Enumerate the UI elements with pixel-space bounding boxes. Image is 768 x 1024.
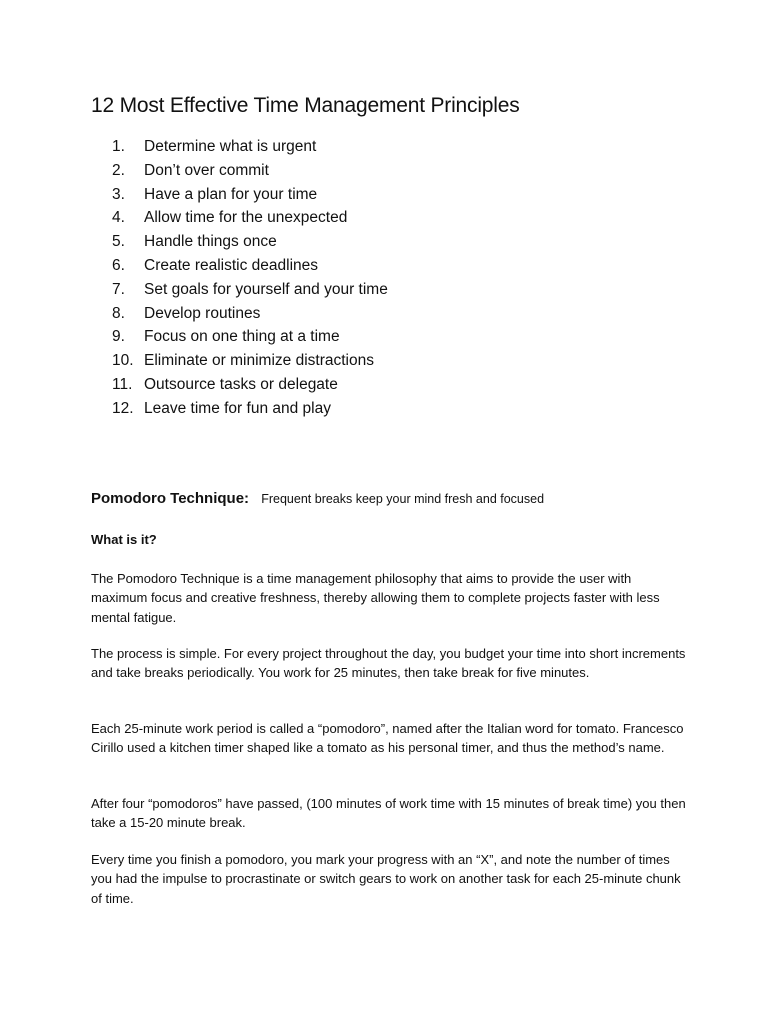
list-item-number: 6. xyxy=(112,256,125,274)
list-item-number: 8. xyxy=(112,304,125,322)
paragraph-long-break: After four “pomodoros” have passed, (100 minutes of work time with 15 minutes of break time) you then take a 15-20 minute break. xyxy=(91,796,686,831)
list-item-text: Set goals for yourself and your time xyxy=(144,280,388,298)
list-item xyxy=(0,325,768,349)
list-item-number: 9. xyxy=(112,328,125,346)
list-item-text: Create realistic deadlines xyxy=(144,256,319,274)
page-title: 12 Most Effective Time Management Principles xyxy=(91,94,520,117)
list-item-text: Develop routines xyxy=(144,304,261,322)
list-item-number: 11. xyxy=(112,375,133,393)
list-item xyxy=(0,159,768,183)
list-item-text: Leave time for fun and play xyxy=(144,399,331,417)
list-item xyxy=(0,254,768,278)
list-item-text: Allow time for the unexpected xyxy=(144,209,348,227)
list-item xyxy=(0,135,768,159)
list-item-number: 1. xyxy=(112,138,125,155)
list-item-number: 2. xyxy=(112,161,125,179)
list-item-text: Handle things once xyxy=(144,233,277,251)
list-item xyxy=(0,397,768,421)
list-item-text: Determine what is urgent xyxy=(144,138,317,155)
pomodoro-heading-label: Pomodoro Technique: xyxy=(91,490,250,507)
list-item xyxy=(0,349,768,373)
list-item-number: 7. xyxy=(112,280,125,298)
pomodoro-heading xyxy=(91,490,544,507)
list-item-text: Outsource tasks or delegate xyxy=(144,375,338,393)
list-item xyxy=(0,302,768,326)
list-item-number: 4. xyxy=(112,209,125,227)
what-is-it-heading: What is it? xyxy=(91,532,157,547)
list-item-number: 10. xyxy=(112,352,134,370)
list-item-text: Don’t over commit xyxy=(144,161,269,179)
paragraph-overview: The Pomodoro Technique is a time management philosophy that aims to provide the user with maximum focus and creative freshness, thereby allowing them to complete projects faster with less mental fatigue. xyxy=(91,571,660,625)
list-item-number: 5. xyxy=(112,233,125,251)
list-item-text: Focus on one thing at a time xyxy=(144,328,340,346)
list-item xyxy=(0,230,768,254)
list-item xyxy=(0,206,768,230)
list-item xyxy=(0,183,768,207)
pomodoro-subheading: Frequent breaks keep your mind fresh and focused xyxy=(261,492,545,506)
paragraph-tracking: Every time you finish a pomodoro, you mark your progress with an “X”, and note the number of times you had the impulse to procrastinate or switch gears to work on another task for each 25-minute chunk of time. xyxy=(91,852,681,906)
list-item-number: 12. xyxy=(112,399,134,417)
list-item-text: Eliminate or minimize distractions xyxy=(144,352,374,370)
paragraph-naming: Each 25-minute work period is called a “pomodoro”, named after the Italian word for tomato. Francesco Cirillo used a kitchen timer shaped like a tomato as his personal timer, and thus the method’s name. xyxy=(91,721,684,756)
list-item-text: Have a plan for your time xyxy=(144,185,318,203)
list-item xyxy=(0,278,768,302)
principles-list xyxy=(0,135,768,421)
list-item-number: 3. xyxy=(112,185,125,203)
list-item xyxy=(0,373,768,397)
paragraph-process: The process is simple. For every project throughout the day, you budget your time into short increments and take breaks periodically. You work for 25 minutes, then take break for five minutes. xyxy=(91,646,686,681)
